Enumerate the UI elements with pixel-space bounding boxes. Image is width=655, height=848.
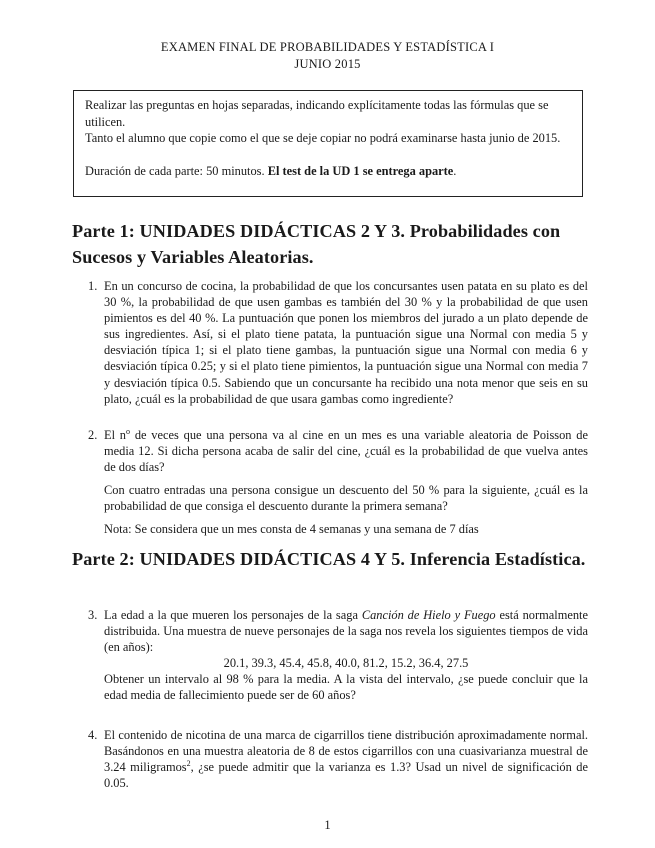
exam-title: EXAMEN FINAL DE PROBABILIDADES Y ESTADÍSTICA I bbox=[160, 40, 495, 54]
q2-text-a-post: de veces que una persona va al cine en un mes es una variable aleatoria de Poisson de media 12. Si dicha persona acaba de salir del cine, ¿cuál es la probabilidad de que vuelva antes de dos días? bbox=[104, 428, 588, 475]
question-4-text bbox=[104, 727, 588, 791]
q2-superscript: o bbox=[126, 426, 131, 436]
question-2-note: Nota: Se considera que un mes consta de 4 semanas y una semana de 7 días bbox=[104, 522, 479, 537]
question-2-text-a bbox=[104, 427, 588, 475]
q2-text-a-pre: El n bbox=[104, 428, 127, 442]
exam-date: JUNIO 2015 bbox=[294, 57, 361, 71]
part2-title: Parte 2: UNIDADES DIDÁCTICAS 4 Y 5. Inferencia Estadística. bbox=[72, 549, 586, 569]
instructions-box bbox=[73, 90, 583, 197]
q3-text-post: está normalmente distribuida. Una muestra de nueve personajes de la saga nos revela los siguientes tiempos de vida (en años): bbox=[104, 608, 588, 655]
q4-text-post: , ¿se puede admitir que la varianza es 1.3? Usad un nivel de significación de 0.05. bbox=[104, 760, 588, 791]
question-3-text bbox=[104, 607, 588, 655]
duration-text: Duración de cada parte: 50 minutos. bbox=[85, 163, 268, 178]
question-1-number: 1. bbox=[88, 279, 98, 293]
question-3-text-b: Obtener un intervalo al 98 % para la media. A la vista del intervalo, ¿se puede concluir que la edad media de fallecimiento puede ser de 60 años? bbox=[104, 672, 588, 703]
instructions-duration bbox=[85, 163, 572, 180]
instructions-line-2: Tanto el alumno que copie como el que se deje copiar no podrá examinarse hasta junio de 2015. bbox=[85, 131, 561, 145]
question-3-values: 20.1, 39.3, 45.4, 45.8, 40.0, 81.2, 15.2, 36.4, 27.5 bbox=[223, 656, 469, 671]
q4-text-pre: El contenido de nicotina de una marca de cigarrillos tiene distribución aproximadamente normal. Basándonos en una muestra aleatoria de 8 de estos cigarrillos con una cuasivarianza muestral de 3.24 miligramos bbox=[104, 728, 588, 775]
duration-bold-text: El test de la UD 1 se entrega aparte bbox=[267, 163, 454, 178]
duration-end: . bbox=[453, 163, 457, 178]
q3-text-pre: La edad a la que mueren los personajes de la saga bbox=[104, 608, 362, 622]
q4-superscript: 2 bbox=[186, 759, 191, 769]
question-2-text-b: Con cuatro entradas una persona consigue un descuento del 50 % para la siguiente, ¿cuál es la probabilidad de que consiga el descuento durante la primera semana? bbox=[104, 483, 588, 514]
page-number: 1 bbox=[324, 818, 331, 832]
question-1-text: En un concurso de cocina, la probabilidad de que los concursantes usen patata en su plato es del 30 %, la probabilidad de que usen gambas es también del 30 % y la probabilidad de que usen pimientos es del 40 %. La puntuación que ponen los miembros del jurado a un plato depende de sus ingredientes. Así, si el plato tiene patata, la puntuación sigue una Normal con media 5 y desviación típica 1; si el plato tiene gambas, la puntuación sigue una Normal con media 6 y desviación típica 0.25; y si el plato tiene pimientos, la puntuación sigue una Normal con media 7 y desviación típica 0.5. Sabiendo que un concursante ha recibido una nota menor que seis en su plato, ¿cuál es la probabilidad de que usara gambas como ingrediente? bbox=[104, 279, 588, 406]
question-4-number: 4. bbox=[88, 728, 98, 742]
q3-saga-title: Canción de Hielo y Fuego bbox=[361, 608, 496, 622]
question-2-number: 2. bbox=[88, 428, 98, 442]
part1-title: Parte 1: UNIDADES DIDÁCTICAS 2 Y 3. Probabilidades con Sucesos y Variables Aleatorias. bbox=[72, 221, 561, 267]
question-3-number: 3. bbox=[88, 608, 98, 622]
instructions-line-1: Realizar las preguntas en hojas separadas, indicando explícitamente todas las fórmulas que se utilicen. bbox=[85, 98, 549, 129]
